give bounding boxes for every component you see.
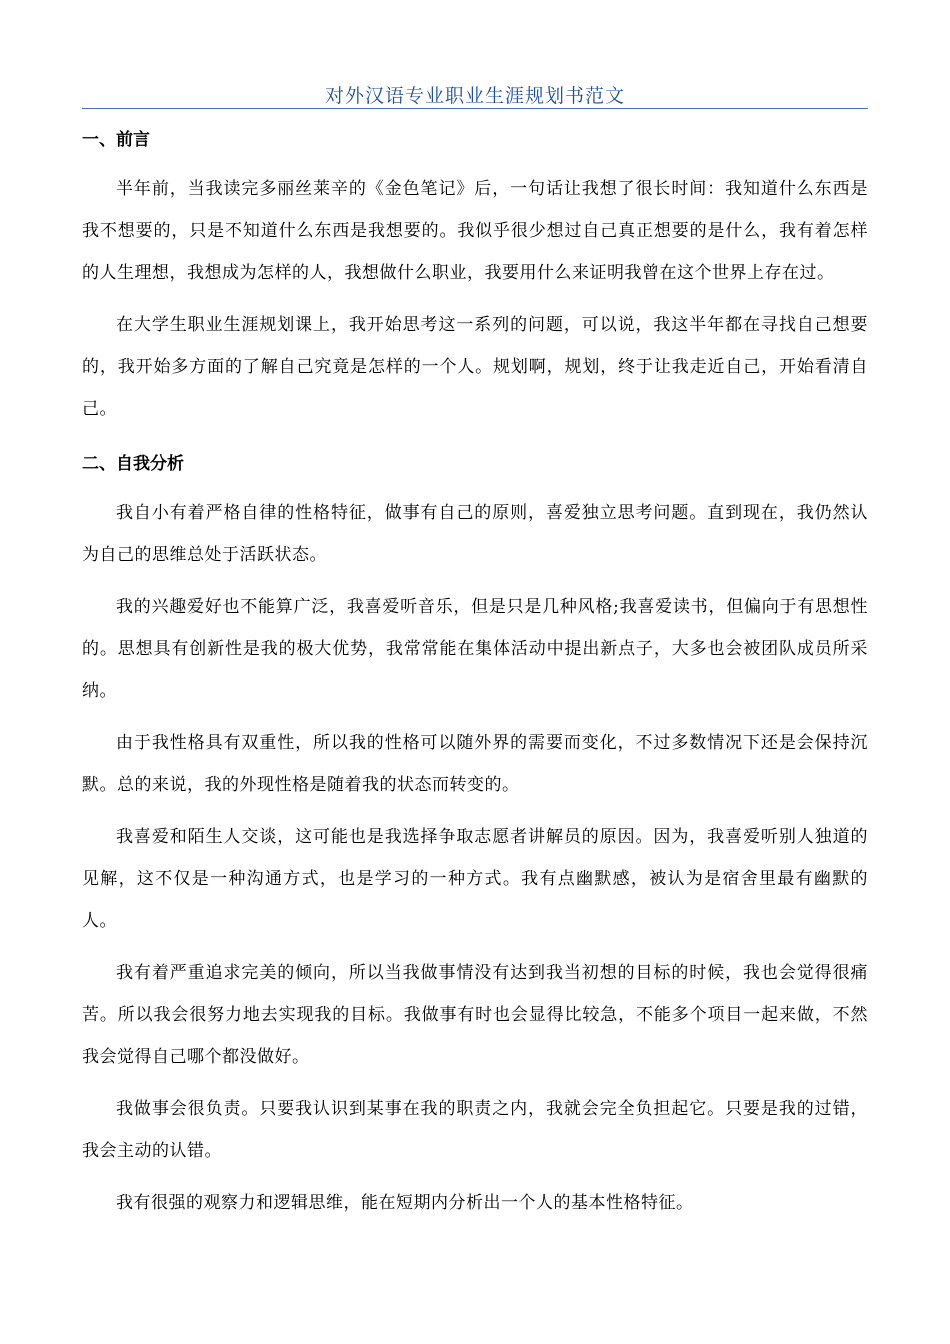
paragraph: 我的兴趣爱好也不能算广泛，我喜爱听音乐，但是只是几种风格;我喜爱读书，但偏向于有思想性的。思想具有创新性是我的极大优势，我常常能在集体活动中提出新点子，大多也会被团队成员所采纳。 [82,597,868,701]
paragraph: 我自小有着严格自律的性格特征，做事有自己的原则，喜爱独立思考问题。直到现在，我仍然认为自己的思维总处于活跃状态。 [82,503,868,565]
paragraph: 我有很强的观察力和逻辑思维，能在短期内分析出一个人的基本性格特征。 [116,1193,694,1213]
section-heading: 一、前言 [82,130,150,150]
paragraph: 我做事会很负责。只要我认识到某事在我的职责之内，我就会完全负担起它。只要是我的过错，我会主动的认错。 [82,1099,868,1161]
section-self-analysis [82,450,868,1224]
paragraph: 在大学生职业生涯规划课上，我开始思考这一系列的问题，可以说，我这半年都在寻找自己想要的，我开始多方面的了解自己究竟是怎样的一个人。规划啊，规划，终于让我走近自己，开始看清自己。 [82,315,868,419]
paragraph: 我有着严重追求完美的倾向，所以当我做事情没有达到我当初想的目标的时候，我也会觉得很痛苦。所以我会很努力地去实现我的目标。我做事有时也会显得比较急，不能多个项目一起来做，不然我会觉得自己哪个都没做好。 [82,963,868,1067]
document-title: 对外汉语专业职业生涯规划书范文 [324,85,625,107]
section-heading: 二、自我分析 [82,454,184,474]
paragraph: 半年前，当我读完多丽丝莱辛的《金色笔记》后，一句话让我想了很长时间：我知道什么东西是我不想要的，只是不知道什么东西是我想要的。我似乎很少想过自己真正想要的是什么，我有着怎样的人生理想，我想成为怎样的人，我想做什么职业，我要用什么来证明我曾在这个世界上存在过。 [82,179,868,283]
document-body [82,126,868,1234]
paragraph: 我喜爱和陌生人交谈，这可能也是我选择争取志愿者讲解员的原因。因为，我喜爱听别人独道的见解，这不仅是一种沟通方式，也是学习的一种方式。我有点幽默感，被认为是宿舍里最有幽默的人。 [82,827,868,931]
paragraph: 由于我性格具有双重性，所以我的性格可以随外界的需要而变化，不过多数情况下还是会保持沉默。总的来说，我的外现性格是随着我的状态而转变的。 [82,733,868,795]
title-underline [82,108,868,109]
section-preface [82,126,868,430]
